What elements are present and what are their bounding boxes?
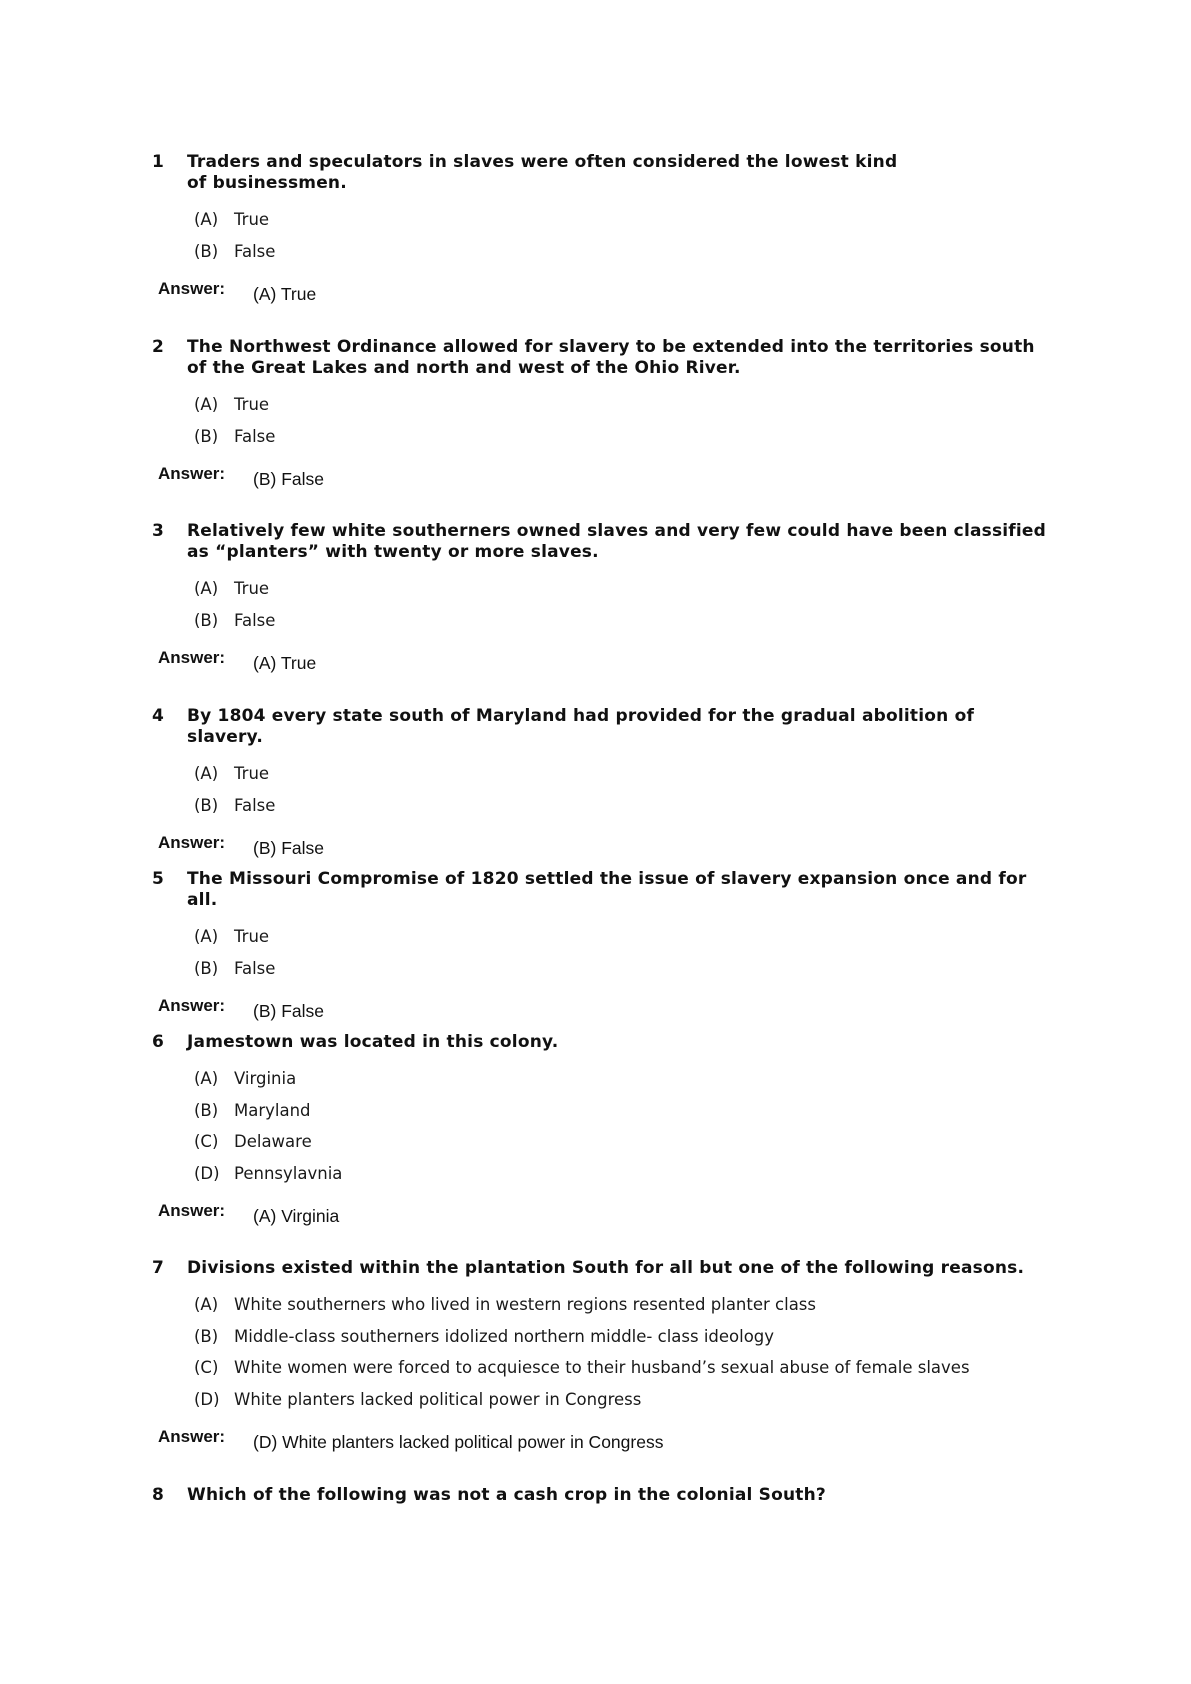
question-text: Which of the following was not a cash crop in the colonial South?: [187, 1485, 826, 1505]
option-b: [194, 605, 1052, 637]
answer-label: Answer:: [158, 833, 226, 852]
option-list: [152, 1063, 1052, 1189]
option-d: [194, 1384, 1052, 1416]
option-text: Virginia: [234, 1069, 297, 1088]
question-text: The Northwest Ordinance allowed for slavery to be extended into the territories south of the Great Lakes and north and west of the Ohio River.: [187, 337, 1035, 378]
question-5: [152, 869, 1052, 1021]
question-text: Divisions existed within the plantation South for all but one of the following reasons.: [187, 1258, 1025, 1278]
question-6: [152, 1032, 1052, 1226]
option-letter: (D): [194, 1389, 220, 1409]
option-letter: (A): [194, 1295, 219, 1314]
question-1: [152, 152, 1052, 304]
option-text: True: [234, 764, 270, 783]
option-letter: (A): [194, 927, 219, 946]
option-b: [194, 1321, 1052, 1353]
option-a: [194, 389, 1052, 421]
option-list: [152, 389, 1052, 452]
question-8: [152, 1485, 1052, 1506]
answer-row: [152, 648, 1052, 673]
option-d: [194, 1158, 1052, 1190]
question-number: 1: [152, 152, 164, 172]
option-letter: (B): [194, 958, 219, 978]
option-text: Pennsylavnia: [234, 1163, 343, 1183]
option-text: White southerners who lived in western regions resented planter class: [234, 1295, 816, 1314]
option-letter: (B): [194, 795, 219, 815]
option-text: True: [234, 395, 270, 414]
answer-value: (A) True: [253, 284, 317, 304]
question-4: [152, 706, 1052, 858]
answer-label: Answer:: [158, 1427, 226, 1446]
question-text: By 1804 every state south of Maryland had provided for the gradual abolition of slavery.: [187, 706, 975, 747]
option-text: False: [234, 958, 276, 978]
option-text: True: [234, 579, 270, 598]
option-letter: (A): [194, 1069, 219, 1088]
option-b: [194, 421, 1052, 453]
option-letter: (B): [194, 1326, 219, 1346]
answer-value: (D) White planters lacked political power in Congress: [253, 1432, 664, 1452]
question-text: Traders and speculators in slaves were often considered the lowest kind of businessmen.: [187, 152, 898, 193]
option-text: Maryland: [234, 1100, 311, 1120]
answer-row: [152, 279, 1052, 304]
option-letter: (A): [194, 395, 219, 414]
option-b: [194, 953, 1052, 985]
option-letter: (B): [194, 426, 219, 446]
answer-label: Answer:: [158, 996, 226, 1015]
answer-value: (B) False: [253, 469, 324, 489]
option-b: [194, 1095, 1052, 1127]
question-line: [152, 337, 1052, 379]
option-text: False: [234, 241, 276, 261]
option-letter: (D): [194, 1163, 220, 1183]
option-letter: (B): [194, 241, 219, 261]
question-line: [152, 1032, 1052, 1053]
answer-label: Answer:: [158, 1201, 226, 1220]
question-text: Relatively few white southerners owned slaves and very few could have been classified as “planters” with twenty or more slaves.: [187, 521, 1047, 562]
option-letter: (B): [194, 610, 219, 630]
question-number: 6: [152, 1032, 164, 1052]
option-letter: (C): [194, 1358, 219, 1377]
question-line: [152, 1258, 1052, 1279]
answer-value: (B) False: [253, 838, 324, 858]
option-text: False: [234, 426, 276, 446]
answer-row: [152, 464, 1052, 489]
option-text: True: [234, 210, 270, 229]
option-letter: (A): [194, 579, 219, 598]
option-text: True: [234, 927, 270, 946]
option-text: False: [234, 795, 276, 815]
answer-row: [152, 996, 1052, 1021]
option-b: [194, 236, 1052, 268]
question-line: [152, 869, 1052, 911]
option-letter: (C): [194, 1132, 219, 1151]
option-text: False: [234, 610, 276, 630]
option-a: [194, 204, 1052, 236]
answer-row: [152, 833, 1052, 858]
question-number: 8: [152, 1485, 164, 1505]
option-text: White planters lacked political power in Congress: [234, 1389, 642, 1409]
option-c: [194, 1352, 1052, 1384]
question-3: [152, 521, 1052, 673]
question-text: Jamestown was located in this colony.: [187, 1032, 559, 1052]
option-text: Delaware: [234, 1132, 312, 1151]
option-letter: (A): [194, 764, 219, 783]
option-a: [194, 758, 1052, 790]
option-list: [152, 204, 1052, 267]
option-text: Middle-class southerners idolized northern middle- class ideology: [234, 1326, 775, 1346]
option-b: [194, 790, 1052, 822]
answer-value: (B) False: [253, 1001, 324, 1021]
answer-label: Answer:: [158, 279, 226, 298]
option-text: White women were forced to acquiesce to their husband’s sexual abuse of female slaves: [234, 1358, 970, 1377]
question-7: [152, 1258, 1052, 1452]
option-letter: (B): [194, 1100, 219, 1120]
question-number: 3: [152, 521, 164, 541]
question-line: [152, 521, 1052, 563]
question-line: [152, 1485, 1052, 1506]
answer-value: (A) Virginia: [253, 1206, 340, 1226]
answer-label: Answer:: [158, 648, 226, 667]
answer-row: [152, 1427, 1052, 1452]
option-list: [152, 573, 1052, 636]
option-a: [194, 573, 1052, 605]
question-line: [152, 152, 1052, 194]
option-c: [194, 1126, 1052, 1158]
question-line: [152, 706, 1052, 748]
option-list: [152, 1289, 1052, 1415]
question-number: 2: [152, 337, 164, 357]
option-letter: (A): [194, 210, 219, 229]
option-a: [194, 1289, 1052, 1321]
answer-label: Answer:: [158, 464, 226, 483]
option-list: [152, 921, 1052, 984]
answer-value: (A) True: [253, 653, 317, 673]
option-list: [152, 758, 1052, 821]
answer-row: [152, 1201, 1052, 1226]
question-2: [152, 337, 1052, 489]
option-a: [194, 921, 1052, 953]
question-number: 4: [152, 706, 164, 726]
question-text: The Missouri Compromise of 1820 settled the issue of slavery expansion once and for all.: [187, 869, 1027, 910]
question-number: 7: [152, 1258, 164, 1278]
question-number: 5: [152, 869, 164, 889]
option-a: [194, 1063, 1052, 1095]
